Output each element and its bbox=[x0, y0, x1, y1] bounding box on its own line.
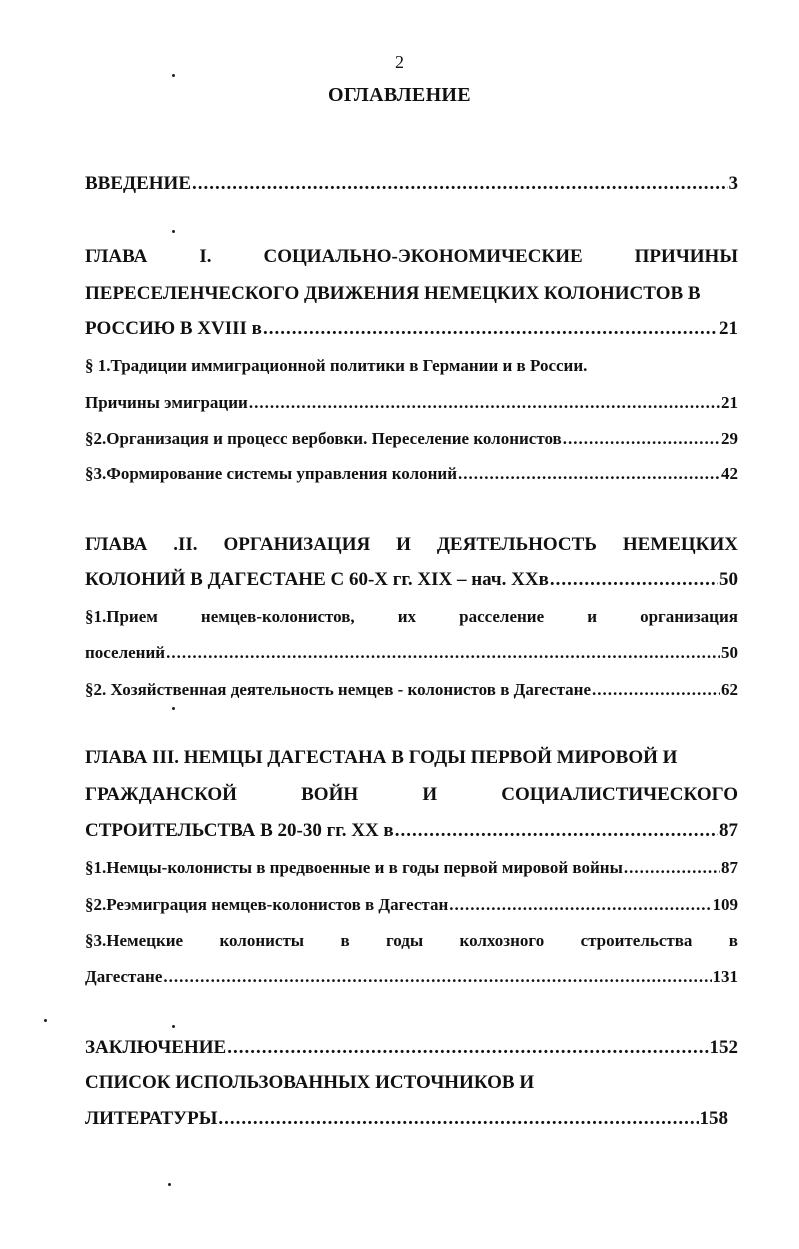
toc-page-number: 109 bbox=[712, 895, 738, 914]
toc-page-number: 29 bbox=[721, 429, 738, 448]
toc-word: годы bbox=[386, 931, 424, 950]
toc-word: расселение bbox=[459, 607, 545, 626]
toc-word: ДЕЯТЕЛЬНОСТЬ bbox=[436, 534, 597, 555]
toc-word: ПРИЧИНЫ bbox=[634, 246, 738, 267]
toc-word: колонисты bbox=[219, 931, 305, 950]
toc-chapter-1-line-1[interactable] bbox=[85, 245, 738, 269]
toc-entry-label: §3.Формирование системы управления колоний bbox=[85, 464, 457, 483]
toc-word: ОРГАНИЗАЦИЯ bbox=[223, 534, 371, 555]
toc-word: ГРАЖДАНСКОЙ bbox=[85, 784, 237, 805]
dot-leader bbox=[550, 568, 718, 592]
dot-leader bbox=[166, 641, 720, 665]
toc-word: I. bbox=[199, 246, 212, 267]
toc-word: организация bbox=[640, 607, 738, 626]
dot-leader bbox=[592, 678, 720, 702]
toc-entry-label: §2.Организация и процесс вербовки. Переселение колонистов bbox=[85, 429, 562, 448]
toc-word: в bbox=[340, 931, 350, 950]
toc-page-number: 50 bbox=[721, 643, 738, 662]
toc-entry-conclusion[interactable] bbox=[85, 1036, 738, 1060]
toc-section-3-3-line-1[interactable] bbox=[85, 929, 738, 953]
scan-speck bbox=[172, 707, 175, 710]
toc-entry-label: ВВЕДЕНИЕ bbox=[85, 173, 191, 194]
toc-word: §3.Немецкие bbox=[85, 931, 184, 950]
toc-entry-introduction[interactable] bbox=[85, 172, 738, 196]
toc-word: ГЛАВА bbox=[85, 246, 148, 267]
scan-speck bbox=[172, 74, 175, 77]
toc-word: .II. bbox=[173, 534, 198, 555]
toc-chapter-3-line-3[interactable] bbox=[85, 819, 738, 843]
dot-leader bbox=[227, 1036, 708, 1060]
toc-chapter-1-line-3[interactable] bbox=[85, 317, 738, 341]
dot-leader bbox=[192, 172, 728, 196]
dot-leader bbox=[395, 819, 718, 843]
toc-section-1-3[interactable] bbox=[85, 462, 738, 486]
toc-word: колхозного bbox=[459, 931, 545, 950]
toc-entry-label: ЗАКЛЮЧЕНИЕ bbox=[85, 1037, 227, 1058]
dot-leader bbox=[458, 462, 720, 486]
toc-chapter-1-line-2[interactable]: ПЕРЕСЕЛЕНЧЕСКОГО ДВИЖЕНИЯ НЕМЕЦКИХ КОЛОНИСТОВ В bbox=[85, 283, 701, 304]
toc-entry-label: §2.Реэмиграция немцев-колонистов в Дагестан bbox=[85, 895, 449, 914]
toc-word: И bbox=[396, 534, 411, 555]
toc-page-number: 21 bbox=[721, 393, 738, 412]
dot-leader bbox=[263, 317, 718, 341]
toc-section-3-3-line-2[interactable] bbox=[85, 965, 738, 989]
toc-entry-label: КОЛОНИЙ В ДАГЕСТАНЕ С 60-Х гг. XIX – нач. XXв bbox=[85, 569, 549, 590]
toc-word: в bbox=[728, 931, 738, 950]
toc-section-1-1-line-2[interactable] bbox=[85, 391, 738, 415]
toc-entry-label: ЛИТЕРАТУРЫ bbox=[85, 1108, 218, 1129]
toc-page-number: 3 bbox=[728, 173, 738, 194]
toc-page-number: 21 bbox=[719, 318, 738, 339]
toc-entry-label: Дагестане bbox=[85, 967, 163, 986]
toc-chapter-3-line-1[interactable]: ГЛАВА III. НЕМЦЫ ДАГЕСТАНА В ГОДЫ ПЕРВОЙ МИРОВОЙ И bbox=[85, 747, 678, 768]
dot-leader bbox=[249, 391, 720, 415]
scan-speck bbox=[172, 230, 175, 233]
dot-leader bbox=[218, 1107, 698, 1131]
toc-entry-sources-line-2[interactable] bbox=[85, 1107, 728, 1131]
toc-section-3-1[interactable] bbox=[85, 856, 738, 880]
scan-speck bbox=[172, 1025, 175, 1028]
toc-chapter-2-line-1[interactable] bbox=[85, 533, 738, 557]
dot-leader bbox=[449, 893, 711, 917]
toc-page-number: 158 bbox=[699, 1108, 728, 1129]
toc-word: ГЛАВА bbox=[85, 534, 148, 555]
toc-page-number: 152 bbox=[709, 1037, 738, 1058]
dot-leader bbox=[163, 965, 711, 989]
toc-chapter-3-line-2[interactable] bbox=[85, 783, 738, 807]
toc-word: немцев-колонистов, bbox=[200, 607, 355, 626]
toc-word: И bbox=[422, 784, 438, 805]
toc-section-3-2[interactable] bbox=[85, 893, 738, 917]
toc-chapter-2-line-2[interactable] bbox=[85, 568, 738, 592]
toc-entry-label: СТРОИТЕЛЬСТВА В 20-30 гг. XX в bbox=[85, 820, 394, 841]
page-number: 2 bbox=[395, 52, 404, 72]
toc-word: строительства bbox=[580, 931, 693, 950]
toc-word: СОЦИАЛИСТИЧЕСКОГО bbox=[501, 784, 738, 805]
scan-speck bbox=[44, 1019, 47, 1022]
toc-page-number: 87 bbox=[719, 820, 738, 841]
toc-word: и bbox=[587, 607, 597, 626]
toc-section-2-1-line-2[interactable] bbox=[85, 641, 738, 665]
toc-entry-label: РОССИЮ В XVIII в bbox=[85, 318, 262, 339]
toc-page-number: 50 bbox=[719, 569, 738, 590]
toc-word: НЕМЕЦКИХ bbox=[622, 534, 738, 555]
toc-entry-label: поселений bbox=[85, 643, 166, 662]
toc-section-1-1-line-1[interactable]: § 1.Традиции иммиграционной политики в Германии и в России. bbox=[85, 356, 588, 375]
toc-word: СОЦИАЛЬНО-ЭКОНОМИЧЕСКИЕ bbox=[263, 246, 583, 267]
toc-section-1-2[interactable] bbox=[85, 427, 738, 451]
toc-entry-label: §1.Немцы-колонисты в предвоенные и в годы первой мировой войны bbox=[85, 858, 623, 877]
toc-section-2-2[interactable] bbox=[85, 678, 738, 702]
toc-entry-label: §2. Хозяйственная деятельность немцев - колонистов в Дагестане bbox=[85, 680, 592, 699]
toc-page-number: 62 bbox=[721, 680, 738, 699]
dot-leader bbox=[624, 856, 720, 880]
page-title: ОГЛАВЛЕНИЕ bbox=[328, 84, 471, 106]
toc-word: ВОЙН bbox=[301, 784, 359, 805]
toc-entry-sources-line-1[interactable]: СПИСОК ИСПОЛЬЗОВАННЫХ ИСТОЧНИКОВ И bbox=[85, 1072, 535, 1093]
toc-word: §1.Прием bbox=[85, 607, 158, 626]
toc-entry-label: Причины эмиграции bbox=[85, 393, 248, 412]
dot-leader bbox=[563, 427, 720, 451]
toc-word: их bbox=[397, 607, 417, 626]
toc-page-number: 42 bbox=[721, 464, 738, 483]
toc-page-number: 131 bbox=[712, 967, 738, 986]
toc-page-number: 87 bbox=[721, 858, 738, 877]
scan-speck bbox=[168, 1183, 171, 1186]
toc-section-2-1-line-1[interactable] bbox=[85, 605, 738, 629]
